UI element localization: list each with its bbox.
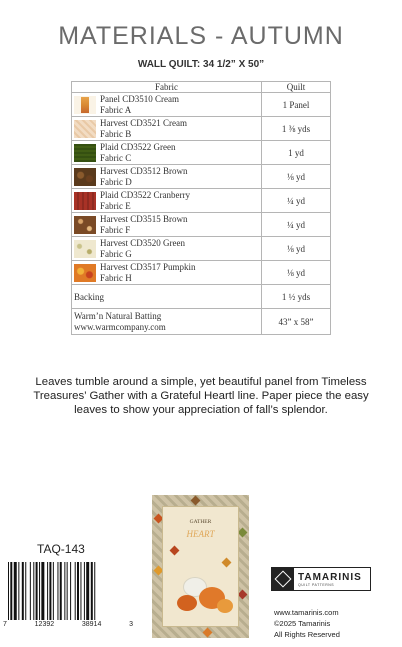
fabric-swatch	[74, 192, 96, 210]
tamarinis-logo	[271, 567, 371, 591]
website-text: www.tamarinis.com	[274, 608, 339, 617]
barcode-bar	[22, 562, 24, 620]
fabric-quantity: 1 yd	[262, 141, 331, 165]
fabric-letter: Fabric A	[100, 104, 132, 115]
fabric-quantity: 1 ⅜ yds	[262, 117, 331, 141]
fabric-cell	[72, 141, 262, 165]
backing-label: Backing	[72, 285, 262, 309]
barcode-bar	[41, 562, 44, 620]
barcode-bar	[30, 562, 31, 620]
barcode-bar	[25, 562, 26, 620]
batting-cell	[72, 309, 262, 335]
fabric-row	[72, 189, 331, 213]
fabric-name: Plaid CD3522 Green	[100, 141, 176, 152]
fabric-cell	[72, 237, 262, 261]
barcode-bar	[57, 562, 58, 620]
barcode-bar	[14, 562, 17, 620]
fabric-row	[72, 141, 331, 165]
fabric-letter: Fabric C	[100, 152, 132, 163]
quilt-size-subtitle: WALL QUILT: 34 1/2” X 50”	[137, 59, 265, 70]
fabric-cell	[72, 165, 262, 189]
fabric-quantity: ¼ yd	[262, 189, 331, 213]
table-header-row	[72, 82, 331, 93]
fabric-letter: Fabric F	[100, 224, 131, 235]
barcode-digit-check: 3	[129, 621, 133, 628]
fabric-name: Harvest CD3520 Green	[100, 237, 185, 248]
quilt-center-panel	[162, 506, 239, 627]
fabric-swatch	[74, 240, 96, 258]
backing-row	[72, 285, 331, 309]
quilt-column-header: Quilt	[262, 82, 331, 93]
barcode	[6, 562, 126, 620]
fabric-swatch	[74, 120, 96, 138]
fabric-quantity: 1 Panel	[262, 93, 331, 117]
fabric-row	[72, 93, 331, 117]
barcode-digits	[3, 621, 133, 628]
fabric-quantity: ¼ yd	[262, 213, 331, 237]
fabric-letter: Fabric H	[100, 272, 132, 283]
fabric-name: Harvest CD3512 Brown	[100, 165, 188, 176]
fabric-cell	[72, 93, 262, 117]
batting-quantity: 43” x 58”	[262, 309, 331, 335]
barcode-bar	[91, 562, 93, 620]
barcode-bar	[77, 562, 79, 620]
barcode-digit-group-2: 38914	[81, 621, 102, 628]
barcode-bar	[86, 562, 89, 620]
logo-name: TAMARINIS	[298, 571, 362, 583]
fabric-name: Harvest CD3521 Cream	[100, 117, 187, 128]
fabric-row	[72, 261, 331, 285]
fabric-swatch	[74, 96, 96, 114]
fabric-swatch	[74, 264, 96, 282]
barcode-bar	[64, 562, 65, 620]
backing-quantity: 1 ½ yds	[262, 285, 331, 309]
fabric-row	[72, 237, 331, 261]
fabric-cell	[72, 189, 262, 213]
batting-name: Warm’n Natural Batting	[74, 310, 162, 321]
batting-website: www.warmcompany.com	[74, 321, 166, 332]
barcode-bar	[10, 562, 12, 620]
barcode-digit-group-1: 12392	[34, 621, 55, 628]
page-title: MATERIALS - AUTUMN	[58, 22, 344, 50]
fabric-name: Harvest CD3515 Brown	[100, 213, 188, 224]
barcode-bar	[67, 562, 68, 620]
fabric-letter: Fabric B	[100, 128, 132, 139]
batting-row	[72, 309, 331, 335]
fabric-letter: Fabric G	[100, 248, 132, 259]
barcode-bar	[49, 562, 51, 620]
barcode-bar	[18, 562, 19, 620]
product-code: TAQ-143	[37, 542, 85, 556]
copyright-text: ©2025 Tamarinis	[274, 619, 331, 628]
pattern-description: Leaves tumble around a simple, yet beautiful panel from Timeless Treasures’ Gather with a Grateful Heartl line. Paper piece the easy leaves to show your appreciation of fall’s splendor.	[33, 376, 369, 416]
fabric-letter: Fabric E	[100, 200, 131, 211]
barcode-bar	[70, 562, 71, 620]
fabric-cell	[72, 213, 262, 237]
fabric-swatch	[74, 144, 96, 162]
fabric-name: Plaid CD3522 Cranberry	[100, 189, 190, 200]
fabric-letter: Fabric D	[100, 176, 132, 187]
fabric-column-header: Fabric	[72, 82, 262, 93]
rights-text: All Rights Reserved	[274, 630, 340, 639]
barcode-bar	[60, 562, 62, 620]
contact-block	[274, 607, 340, 640]
logo-tagline: QUILT PATTERNS	[298, 582, 335, 587]
fabric-swatch	[74, 216, 96, 234]
barcode-digit-prefix: 7	[3, 621, 7, 628]
fabric-row	[72, 213, 331, 237]
barcode-bar	[47, 562, 48, 620]
logo-mark-icon	[272, 568, 294, 590]
barcode-bar	[8, 562, 9, 620]
barcode-bar	[36, 562, 38, 620]
barcode-bar	[94, 562, 95, 620]
quilt-photo	[152, 495, 249, 638]
fabric-quantity: ⅛ yd	[262, 261, 331, 285]
quilt-text-gather: GATHER	[189, 519, 212, 525]
quilt-text-heart: HEART	[186, 529, 215, 539]
fabric-row	[72, 165, 331, 189]
fabric-quantity: ⅛ yd	[262, 165, 331, 189]
barcode-bar	[80, 562, 81, 620]
fabric-row	[72, 117, 331, 141]
materials-table	[71, 81, 331, 335]
barcode-bar	[39, 562, 40, 620]
fabric-name: Harvest CD3517 Pumpkin	[100, 261, 196, 272]
fabric-cell	[72, 261, 262, 285]
fabric-quantity: ⅛ yd	[262, 237, 331, 261]
barcode-bar	[84, 562, 85, 620]
fabric-swatch	[74, 168, 96, 186]
barcode-bar	[33, 562, 34, 620]
barcode-bar	[53, 562, 54, 620]
fabric-name: Panel CD3510 Cream	[100, 93, 179, 104]
fabric-cell	[72, 117, 262, 141]
barcode-bar	[75, 562, 76, 620]
